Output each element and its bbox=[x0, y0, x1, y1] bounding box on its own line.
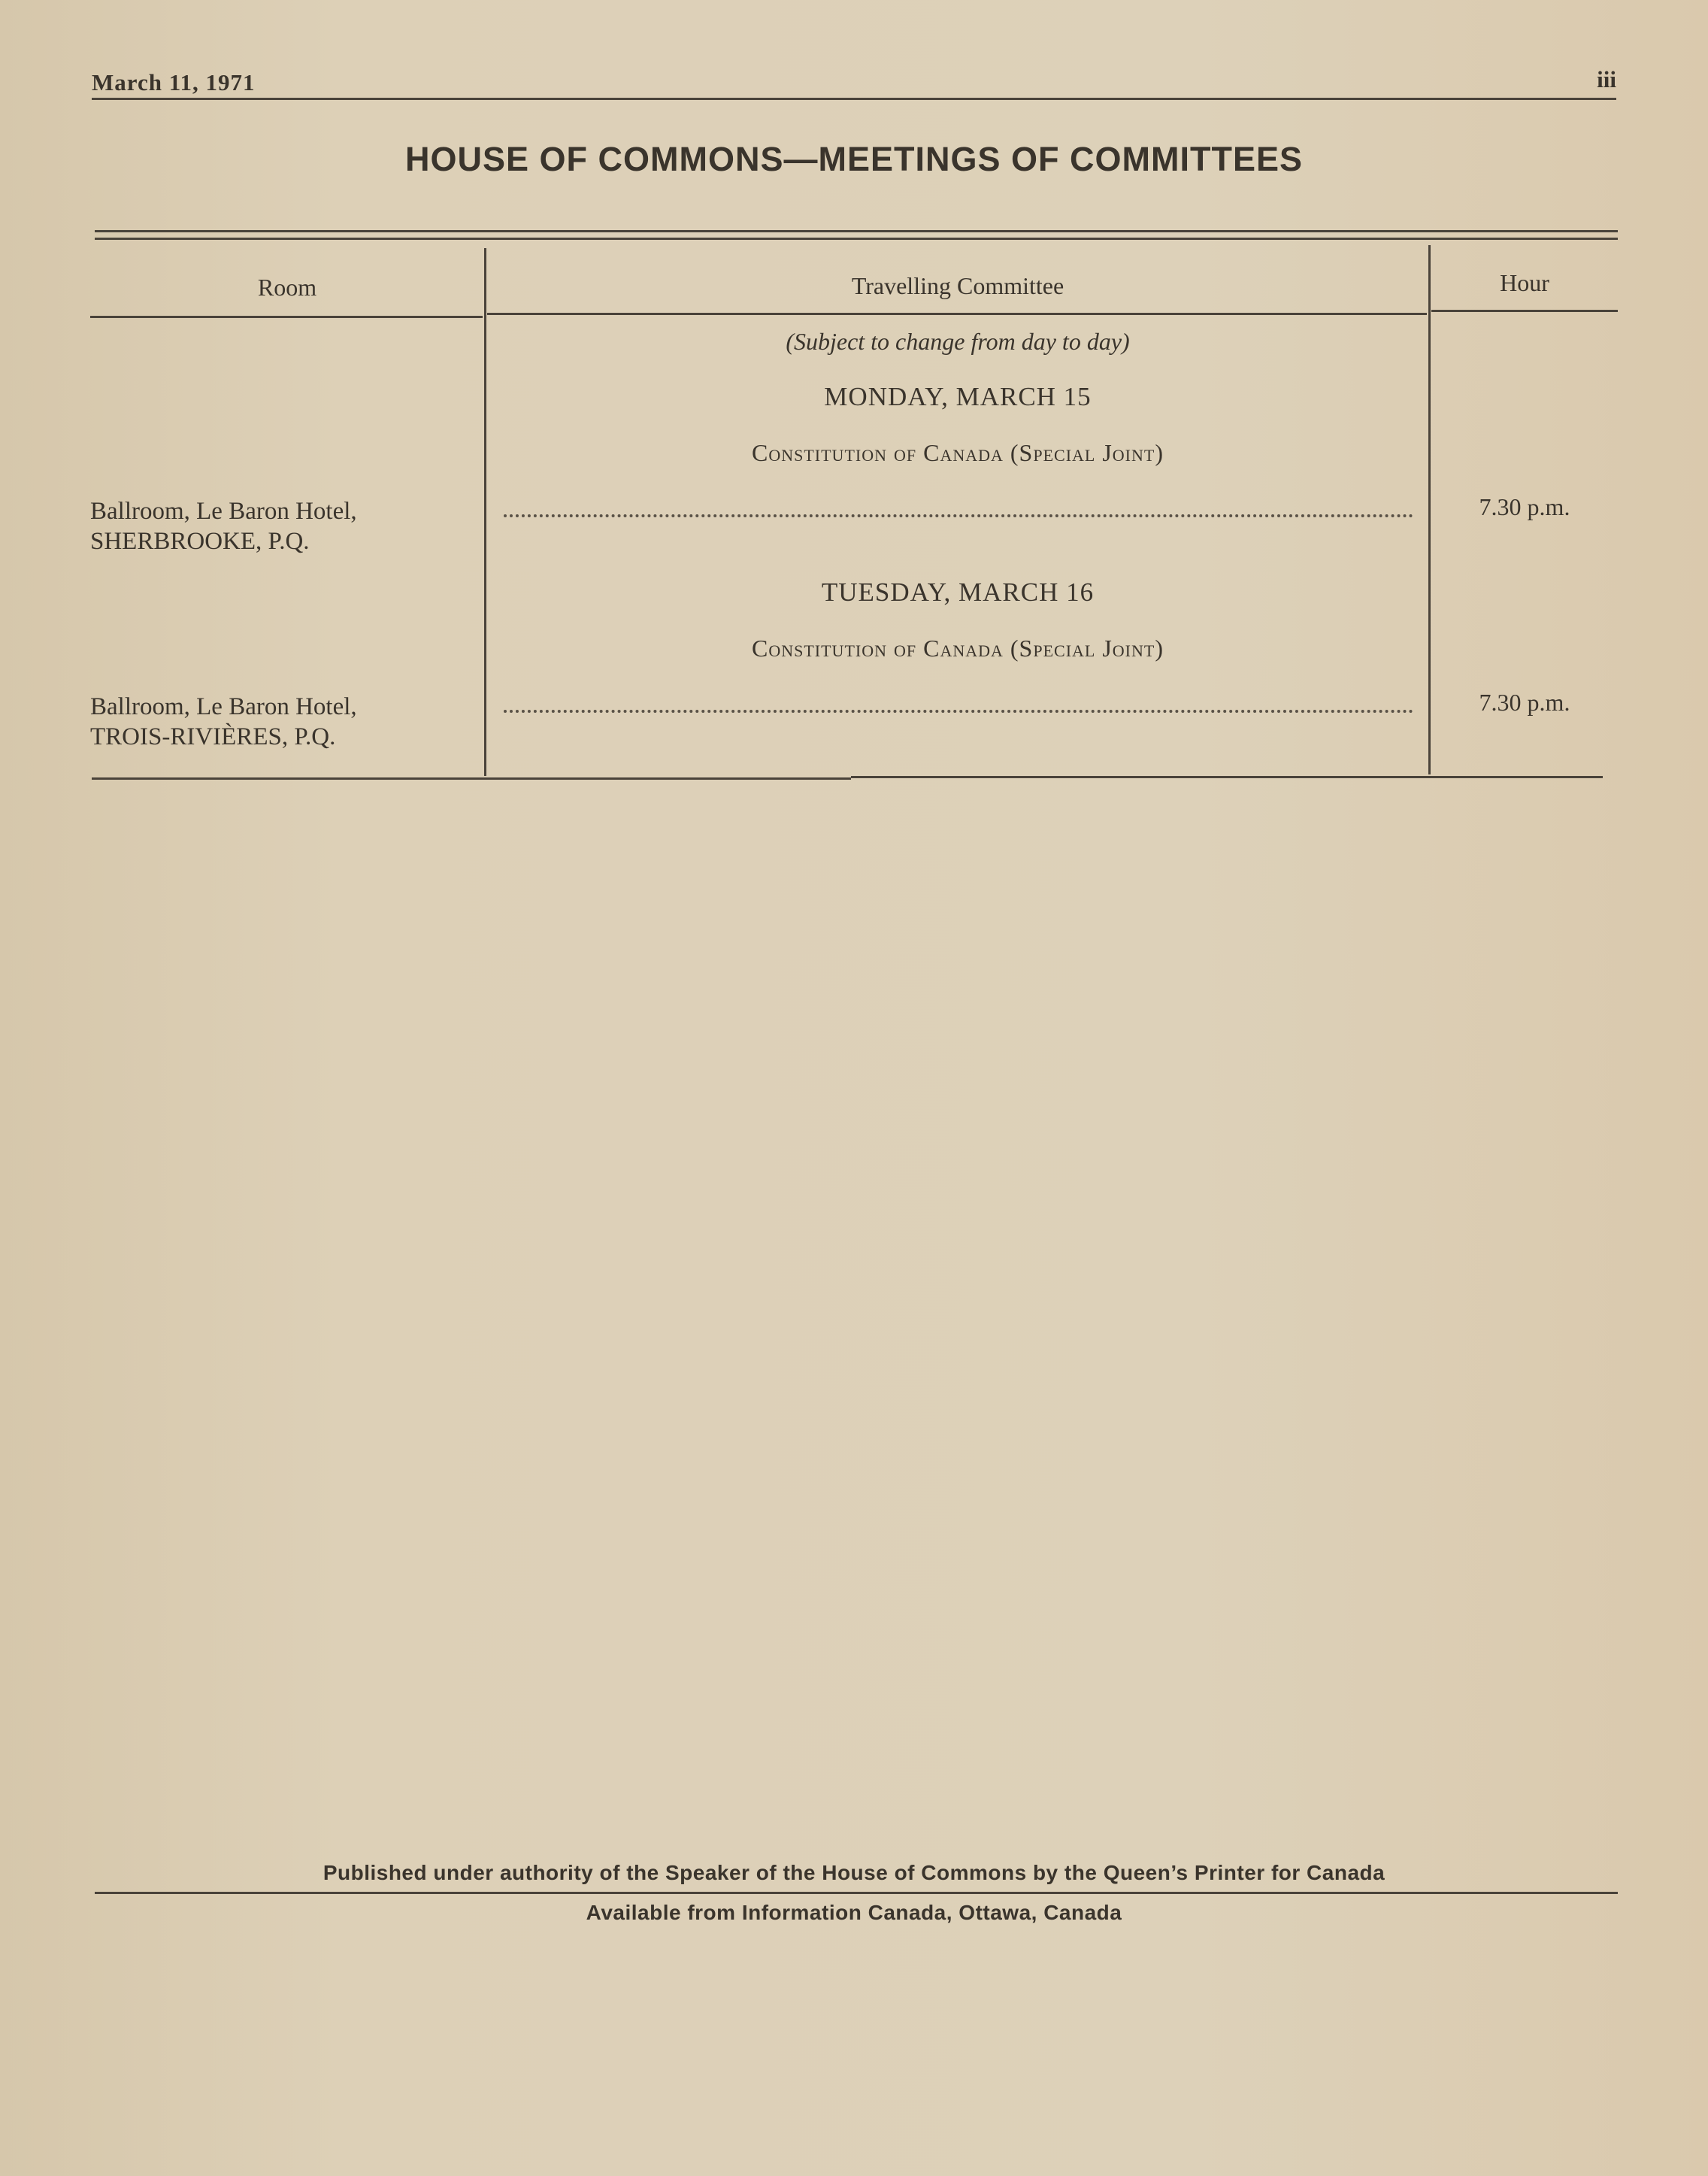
column-header-hour: Hour bbox=[1500, 269, 1549, 296]
room-line-2: TROIS-RIVIÈRES, P.Q. bbox=[90, 723, 336, 750]
table-top-double-rule bbox=[95, 230, 1618, 240]
meeting-hour: 7.30 p.m. bbox=[1479, 689, 1570, 716]
hour-header-rule bbox=[1431, 310, 1618, 312]
dot-leader bbox=[504, 507, 1413, 517]
day-heading: TUESDAY, MARCH 16 bbox=[821, 577, 1095, 607]
column-divider-left bbox=[484, 248, 486, 776]
publisher-statement: Published under authority of the Speaker of the House of Commons by the Queen’s Printer for Canada bbox=[323, 1861, 1385, 1884]
page-number: iii bbox=[1597, 66, 1616, 92]
header-date: March 11, 1971 bbox=[92, 69, 256, 95]
column-header-room: Room bbox=[257, 274, 317, 301]
dot-leader bbox=[504, 702, 1413, 713]
column-divider-right bbox=[1428, 245, 1431, 774]
day-heading: MONDAY, MARCH 15 bbox=[824, 382, 1092, 411]
table-bottom-rule-right bbox=[851, 776, 1603, 778]
committee-name: Constitution of Canada (Special Joint) bbox=[752, 439, 1164, 466]
header-rule bbox=[92, 98, 1616, 100]
room-line-1: Ballroom, Le Baron Hotel, bbox=[90, 498, 357, 525]
committee-header-rule bbox=[487, 313, 1427, 315]
room-line-1: Ballroom, Le Baron Hotel, bbox=[90, 693, 357, 720]
availability-statement: Available from Information Canada, Ottawa, Canada bbox=[586, 1901, 1122, 1924]
room-location bbox=[90, 692, 357, 752]
table-bottom-rule bbox=[92, 777, 851, 780]
page-title: HOUSE OF COMMONS—MEETINGS OF COMMITTEES bbox=[404, 140, 1303, 178]
committee-name: Constitution of Canada (Special Joint) bbox=[752, 635, 1164, 662]
schedule-note: (Subject to change from day to day) bbox=[786, 328, 1130, 355]
room-header-rule bbox=[90, 316, 483, 318]
room-line-2: SHERBROOKE, P.Q. bbox=[90, 528, 310, 555]
room-location bbox=[90, 496, 357, 556]
meeting-hour: 7.30 p.m. bbox=[1479, 493, 1570, 520]
footer-rule bbox=[95, 1892, 1618, 1894]
column-header-committee: Travelling Committee bbox=[851, 272, 1064, 299]
